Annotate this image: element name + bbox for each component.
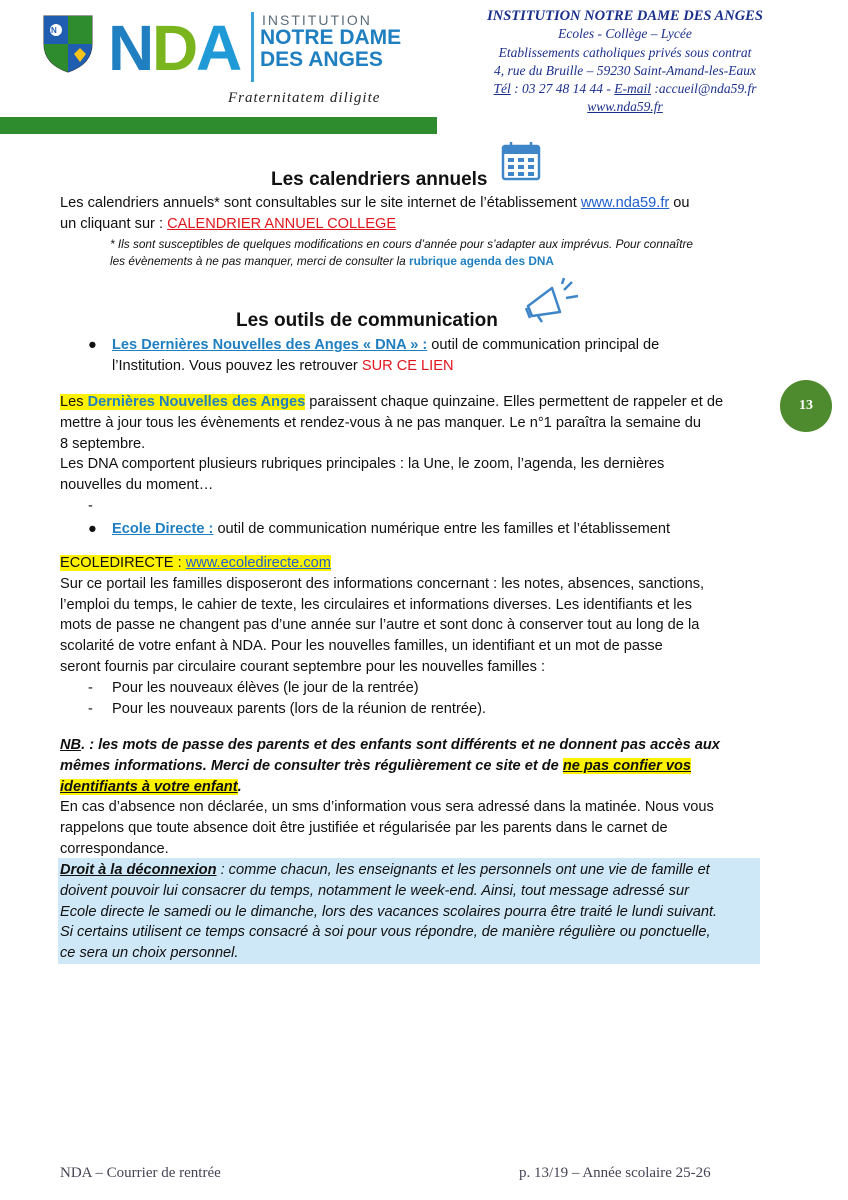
svg-text:D: D	[152, 12, 195, 80]
ed-label-text: ECOLEDIRECTE :	[60, 555, 186, 571]
bullet2-text: outil de communication numérique entre les familles et l’établissement	[213, 521, 671, 537]
institution-small: INSTITUTION	[262, 12, 372, 28]
agenda-rubric: rubrique agenda des DNA	[409, 254, 554, 268]
section-title-communication: Les outils de communication	[236, 310, 498, 331]
motto: Fraternitatem diligite	[228, 90, 381, 106]
svg-text:A: A	[196, 12, 239, 80]
ecoledirecte-link[interactable]: www.ecoledirecte.com	[185, 555, 331, 571]
section-title-calendars: Les calendriers annuels	[271, 169, 488, 190]
dna-p4: Les DNA comportent plusieurs rubriques principales : la Une, le zoom, l’agenda, les dernières	[60, 456, 665, 473]
header-separator	[251, 12, 254, 82]
email-label[interactable]: E-mail	[614, 81, 652, 97]
absence-line: rappelons que toute absence doit être justifiée et régularisée par les parents dans le carnet de	[60, 819, 668, 836]
nb-highlight1: ne pas confier vos	[562, 757, 691, 774]
nda-logo	[108, 10, 244, 80]
calendar-college-link[interactable]: CALENDRIER ANNUEL COLLEGE	[167, 215, 397, 232]
green-bar	[0, 117, 437, 134]
dna-name: Dernières Nouvelles des Anges	[87, 394, 306, 410]
address-contact	[456, 80, 794, 98]
footer-right: p. 13/19 – Année scolaire 25-26	[519, 1165, 711, 1181]
nda-site-link[interactable]: www.nda59.fr	[580, 195, 670, 211]
address-title: INSTITUTION NOTRE DAME DES ANGES	[487, 8, 763, 24]
address-line3: 4, rue du Bruille – 59230 Saint-Amand-les-Eaux	[493, 62, 757, 78]
deconnexion-paragraph	[60, 860, 760, 964]
note-line1: * Ils sont susceptibles de quelques modifications en cours d’année pour s’adapter aux imprévus. Pour connaître	[110, 237, 693, 251]
ecoledirecte-label	[60, 555, 331, 571]
absence-line: En cas d’absence non déclarée, un sms d’information vous sera adressé dans la matinée. Nous vous	[60, 799, 714, 815]
dna-p5: nouvelles du moment…	[60, 477, 214, 494]
footer-left: NDA – Courrier de rentrée	[60, 1165, 221, 1181]
calendars-text2: un cliquant sur :	[60, 215, 168, 232]
dna-p3: 8 septembre.	[60, 435, 146, 452]
address-block	[456, 7, 794, 117]
svg-text:N: N	[51, 26, 57, 35]
shield-logo	[42, 14, 94, 74]
ecoledirecte-paragraph	[60, 553, 760, 678]
ecole-directe-link[interactable]: Ecole Directe :	[112, 521, 214, 537]
deconnexion-label: Droit à la déconnexion	[60, 862, 217, 878]
bullet-dot: ●	[88, 337, 97, 353]
nb-text1: . : les mots de passe des parents et des enfants sont différents et ne donnent pas accès aux	[81, 737, 720, 753]
ed-line: Sur ce portail les familles disposeront des informations concernant : les notes, absences, sanctions,	[60, 575, 705, 592]
nb-text2: mêmes informations. Merci de consulter très régulièrement ce site et de	[60, 757, 563, 774]
dna-link[interactable]: Les Dernières Nouvelles des Anges « DNA » :	[112, 337, 428, 353]
dash-marker: -	[88, 680, 93, 696]
calendars-paragraph	[60, 193, 760, 235]
ed-line: seront fournis par circulaire courant septembre pour les nouvelles familles :	[60, 658, 546, 675]
nb-end: .	[237, 778, 242, 795]
bullet1-line2: l’Institution. Vous pouvez les retrouver	[112, 357, 362, 374]
dna-les: Les	[60, 394, 88, 410]
bullet-dot: ●	[88, 521, 97, 537]
bullet-dna	[88, 335, 752, 377]
calendars-text-after: ou	[669, 195, 690, 211]
calendar-icon	[500, 140, 542, 182]
dna-paragraph	[60, 392, 760, 496]
website-link[interactable]: www.nda59.fr	[587, 99, 663, 115]
ed-line: l’emploi du temps, le cahier de texte, les circulaires et informations diverses. Les identifiants et les	[60, 596, 692, 613]
institution-line2: DES ANGES	[260, 48, 383, 71]
nb-label: NB	[60, 737, 82, 753]
page-number-badge: 13	[780, 380, 832, 432]
institution-line1: NOTRE DAME	[260, 26, 402, 49]
dna-p1: paraissent chaque quinzaine. Elles permettent de rappeler et de	[305, 394, 724, 410]
deconnexion-line: Si certains utilisent ce temps consacré à soi pour vous répondre, de manière régulière ou ponctuelle,	[60, 924, 711, 941]
nb-highlight2: identifiants à votre enfant	[60, 778, 238, 795]
note-line2: les évènements à ne pas manquer, merci de consulter la	[110, 254, 410, 268]
dash-marker: -	[88, 700, 93, 717]
deconnexion-text1: : comme chacun, les enseignants et les personnels ont une vie de famille et	[216, 862, 710, 878]
deconnexion-line: ce sera un choix personnel.	[60, 945, 239, 962]
deconnexion-line: Ecole directe le samedi ou le dimanche, lors des vacances scolaires pourra être traité le lundi suivant.	[60, 903, 718, 920]
ed-line: mots de passe ne changent pas d’une année sur l’autre et sont donc à conserver tout au long de la	[60, 617, 700, 634]
absence-paragraph	[60, 797, 760, 859]
dna-p2: mettre à jour tous les évènements et rendez-vous à ne pas manquer. Le n°1 paraîtra la semaine du	[60, 414, 702, 431]
dash-item: Pour les nouveaux élèves (le jour de la rentrée)	[112, 680, 419, 696]
dash-list	[88, 678, 752, 720]
address-line1: Ecoles - Collège – Lycée	[558, 26, 692, 42]
calendars-text: Les calendriers annuels* sont consultables sur le site internet de l’établissement	[60, 195, 581, 211]
tel-value: : 03 27 48 14 44 -	[510, 81, 615, 97]
dash-item: Pour les nouveaux parents (lors de la réunion de rentrée).	[112, 700, 486, 717]
calendars-note	[110, 236, 760, 270]
bullet-ecole-directe	[88, 519, 752, 540]
ed-line: scolarité de votre enfant à NDA. Pour les nouvelles familles, un identifiant et un mot de passe	[60, 638, 663, 655]
bullet1-text: outil de communication principal de	[427, 337, 660, 353]
tel-label: Tél	[493, 81, 511, 97]
email-value: :accueil@nda59.fr	[651, 81, 757, 97]
institution-name	[260, 27, 401, 71]
nb-paragraph	[60, 735, 760, 797]
empty-dash: -	[88, 498, 93, 514]
absence-line: correspondance.	[60, 840, 169, 857]
sur-ce-lien-link[interactable]: SUR CE LIEN	[361, 357, 454, 374]
svg-text:N: N	[108, 12, 151, 80]
address-line2: Etablissements catholiques privés sous contrat	[498, 44, 752, 60]
megaphone-icon	[522, 276, 582, 324]
deconnexion-line: doivent pouvoir lui consacrer du temps, notamment le week-end. Ainsi, tout message adressé sur	[60, 882, 689, 899]
